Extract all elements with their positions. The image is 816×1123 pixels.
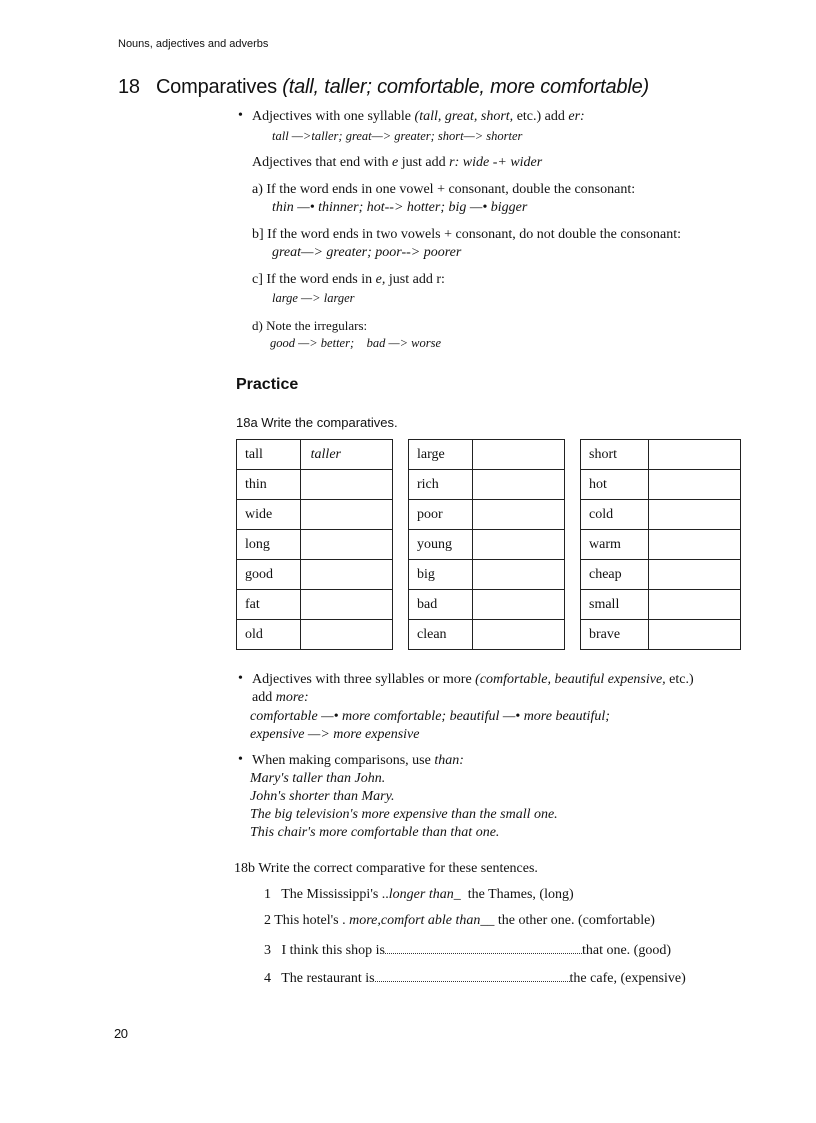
exercise-item	[264, 887, 574, 903]
answer-cell[interactable]	[648, 620, 740, 650]
table-row	[409, 590, 565, 620]
adjective-cell: poor	[409, 500, 473, 530]
rule-a	[252, 182, 635, 198]
rule-text: If the word ends in	[266, 272, 373, 287]
item-answer[interactable]: longer than_	[388, 887, 461, 902]
rule-example: wide -+ wider	[462, 155, 543, 170]
section-subtitle: (tall, taller; comfortable, more comfortable)	[282, 76, 649, 98]
answer-cell[interactable]	[300, 470, 392, 500]
rule-text: etc.) add	[516, 109, 565, 124]
adjective-cell: cold	[581, 500, 649, 530]
rule-label: d)	[252, 318, 263, 333]
adjective-cell: clean	[409, 620, 473, 650]
rule-text: Adjectives with three syllables or more	[252, 672, 472, 687]
answer-blank[interactable]	[385, 941, 582, 954]
table-row	[409, 440, 565, 470]
rule-text: Adjectives with one syllable	[252, 109, 412, 124]
table-row	[581, 560, 741, 590]
adjective-cell: warm	[581, 530, 649, 560]
irregular-good: good —> better;	[270, 336, 355, 350]
section-number: 18	[118, 76, 140, 98]
bullet-mark: •	[238, 108, 243, 123]
example-line: comfortable —• more comfortable; beautiful —• more beautiful;	[250, 709, 610, 724]
adjective-cell: tall	[237, 440, 301, 470]
table-row	[581, 530, 741, 560]
rule-c	[252, 272, 445, 288]
adjective-cell: fat	[237, 590, 301, 620]
rule-text: add	[252, 690, 273, 705]
table-row	[237, 530, 393, 560]
rule-letter: e	[391, 155, 399, 170]
irregular-bad: bad —> worse	[366, 336, 442, 350]
item-answer[interactable]: more,comfort able than__	[349, 913, 495, 928]
table-row	[237, 590, 393, 620]
answer-cell[interactable]	[472, 530, 564, 560]
rule-one-syllable	[252, 109, 585, 125]
answer-cell[interactable]	[648, 530, 740, 560]
answer-cell[interactable]	[472, 560, 564, 590]
rule-text: Note the irregulars:	[266, 318, 368, 333]
item-text: that one. (good)	[581, 943, 671, 958]
answer-cell[interactable]	[300, 560, 392, 590]
rule-three-syllables	[252, 672, 748, 688]
item-number: 3	[264, 943, 271, 958]
answer-cell[interactable]	[300, 620, 392, 650]
rule-text: When making comparisons, use	[252, 753, 431, 768]
table-row	[237, 470, 393, 500]
table-row	[409, 620, 565, 650]
table-row	[237, 500, 393, 530]
answer-cell[interactable]	[648, 470, 740, 500]
item-text: the Thames, (long)	[467, 887, 574, 902]
exercise-item	[264, 913, 655, 929]
table-row	[409, 500, 565, 530]
adjective-cell: short	[581, 440, 649, 470]
table-row	[237, 560, 393, 590]
example-line: great—> greater; poor--> poorer	[272, 245, 462, 260]
answer-blank[interactable]	[375, 969, 570, 982]
bullet-mark: •	[238, 671, 243, 686]
answer-cell[interactable]: taller	[300, 440, 392, 470]
rule-letter: r:	[449, 155, 460, 170]
table-row	[581, 500, 741, 530]
example-line: large —> larger	[272, 291, 355, 305]
answer-cell[interactable]	[300, 530, 392, 560]
example-line: thin —• thinner; hot--> hotter; big —• bigger	[272, 200, 528, 215]
adjective-cell: bad	[409, 590, 473, 620]
adjective-cell: small	[581, 590, 649, 620]
item-text: I think this shop is	[281, 943, 385, 958]
example-line: tall —>taller; great—> greater; short—> shorter	[272, 129, 523, 143]
table-row	[581, 620, 741, 650]
adjective-cell: brave	[581, 620, 649, 650]
adjective-cell: large	[409, 440, 473, 470]
answer-cell[interactable]	[648, 500, 740, 530]
item-number: 1	[264, 887, 271, 902]
rule-text: If the word ends in one vowel + consonant, double the consonant:	[266, 182, 636, 197]
word-table-1	[236, 439, 393, 650]
exercise-a-instruction: 18a Write the comparatives.	[236, 415, 398, 430]
item-number: 2	[264, 913, 271, 928]
adjective-cell: big	[409, 560, 473, 590]
item-text: The restaurant is	[281, 971, 375, 986]
example-line	[270, 336, 441, 351]
table-row	[237, 620, 393, 650]
rule-examples: (tall, great, short,	[414, 109, 514, 124]
rule-b	[252, 227, 681, 243]
bullet-mark: •	[238, 752, 243, 767]
table-row	[409, 530, 565, 560]
rule-add-more	[252, 690, 309, 706]
answer-cell[interactable]	[648, 440, 740, 470]
example-sentence: This chair's more comfortable than that one.	[250, 825, 500, 840]
table-row	[581, 470, 741, 500]
example-line: expensive —> more expensive	[250, 727, 420, 742]
rule-text: If the word ends in two vowels + consonant, do not double the consonant:	[267, 227, 681, 242]
item-text: The Mississippi's ..	[281, 887, 389, 902]
adjective-cell: hot	[581, 470, 649, 500]
example-sentence: Mary's taller than John.	[250, 771, 386, 786]
rule-suffix: er:	[568, 109, 585, 124]
rule-keyword: more:	[275, 690, 309, 705]
adjective-cell: good	[237, 560, 301, 590]
exercise-b-instruction: 18b Write the correct comparative for these sentences.	[234, 861, 538, 876]
word-table-2	[408, 439, 565, 650]
exercise-item	[264, 969, 686, 987]
table-row	[581, 590, 741, 620]
practice-heading: Practice	[236, 376, 299, 393]
rule-label: b]	[252, 227, 264, 242]
rule-examples: (comfortable, beautiful expensive,	[475, 672, 666, 687]
answer-cell[interactable]	[648, 590, 740, 620]
item-number: 4	[264, 971, 271, 986]
item-text: the other one. (comfortable)	[497, 913, 655, 928]
answer-cell[interactable]	[472, 620, 564, 650]
rule-text: just add r:	[388, 272, 445, 287]
section-title	[118, 76, 649, 99]
answer-cell[interactable]	[300, 590, 392, 620]
rule-text: etc.)	[669, 672, 694, 687]
example-sentence: John's shorter than Mary.	[250, 789, 395, 804]
table-row	[409, 470, 565, 500]
answer-cell[interactable]	[472, 470, 564, 500]
adjective-cell: thin	[237, 470, 301, 500]
section-heading: Comparatives	[155, 76, 277, 98]
word-table-3	[580, 439, 741, 650]
answer-cell[interactable]	[648, 560, 740, 590]
adjective-cell: cheap	[581, 560, 649, 590]
rule-text: just add	[401, 155, 446, 170]
page-number: 20	[114, 1026, 128, 1041]
adjective-cell: wide	[237, 500, 301, 530]
answer-cell[interactable]	[472, 590, 564, 620]
table-row	[409, 560, 565, 590]
answer-cell[interactable]	[300, 500, 392, 530]
example-sentence: The big television's more expensive than the small one.	[250, 807, 558, 822]
rule-label: c]	[252, 272, 263, 287]
running-header: Nouns, adjectives and adverbs	[118, 38, 269, 50]
adjective-cell: rich	[409, 470, 473, 500]
answer-cell[interactable]	[472, 440, 564, 470]
rule-label: a)	[252, 182, 263, 197]
rule-comparisons	[252, 753, 464, 769]
table-row	[237, 440, 393, 470]
table-row	[581, 440, 741, 470]
adjective-cell: young	[409, 530, 473, 560]
adjective-cell: old	[237, 620, 301, 650]
answer-cell[interactable]	[472, 500, 564, 530]
rule-end-e	[252, 155, 542, 171]
item-text: This hotel's .	[274, 913, 346, 928]
rule-d	[252, 318, 367, 334]
item-text: the cafe, (expensive)	[569, 971, 686, 986]
rule-keyword: than:	[434, 753, 464, 768]
adjective-cell: long	[237, 530, 301, 560]
rule-letter: e,	[375, 272, 386, 287]
rule-text: Adjectives that end with	[252, 155, 389, 170]
exercise-item	[264, 941, 671, 959]
